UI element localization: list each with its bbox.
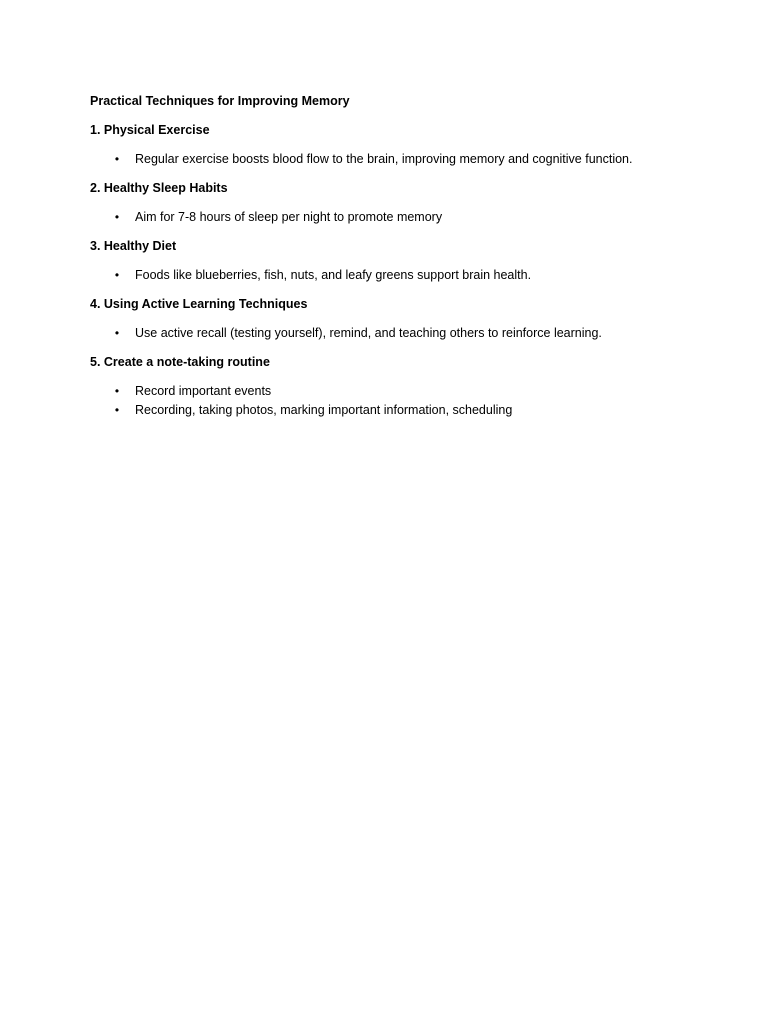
bullet-list (90, 151, 730, 167)
bullet-icon: • (114, 384, 120, 398)
bullet-text: Recording, taking photos, marking important information, scheduling (135, 403, 513, 417)
bullet-list (90, 209, 730, 225)
section-heading: 1. Physical Exercise (90, 123, 210, 137)
bullet-icon: • (114, 210, 120, 224)
section-heading: 2. Healthy Sleep Habits (90, 181, 228, 195)
bullet-text: Record important events (135, 384, 272, 398)
bullet-text: Aim for 7-8 hours of sleep per night to promote memory (135, 210, 443, 224)
section-heading: 4. Using Active Learning Techniques (90, 297, 308, 311)
bullet-text: Use active recall (testing yourself), remind, and teaching others to reinforce learning. (135, 326, 602, 340)
bullet-item (90, 402, 730, 418)
document-body (90, 93, 730, 431)
bullet-icon: • (114, 268, 120, 282)
bullet-item (90, 151, 730, 167)
bullet-text: Regular exercise boosts blood flow to the brain, improving memory and cognitive function. (135, 152, 633, 166)
bullet-icon: • (114, 403, 120, 417)
bullet-item (90, 383, 730, 399)
section-physical-exercise (90, 122, 730, 167)
section-active-learning (90, 296, 730, 341)
section-heading: 3. Healthy Diet (90, 239, 177, 253)
bullet-list (90, 267, 730, 283)
bullet-text: Foods like blueberries, fish, nuts, and leafy greens support brain health. (135, 268, 532, 282)
section-note-taking-routine (90, 354, 730, 418)
bullet-item (90, 209, 730, 225)
bullet-icon: • (114, 326, 120, 340)
bullet-list (90, 383, 730, 418)
section-healthy-diet (90, 238, 730, 283)
section-healthy-sleep-habits (90, 180, 730, 225)
section-heading: 5. Create a note-taking routine (90, 355, 270, 369)
document-title: Practical Techniques for Improving Memory (90, 94, 350, 108)
bullet-item (90, 325, 730, 341)
bullet-icon: • (114, 152, 120, 166)
bullet-item (90, 267, 730, 283)
bullet-list (90, 325, 730, 341)
